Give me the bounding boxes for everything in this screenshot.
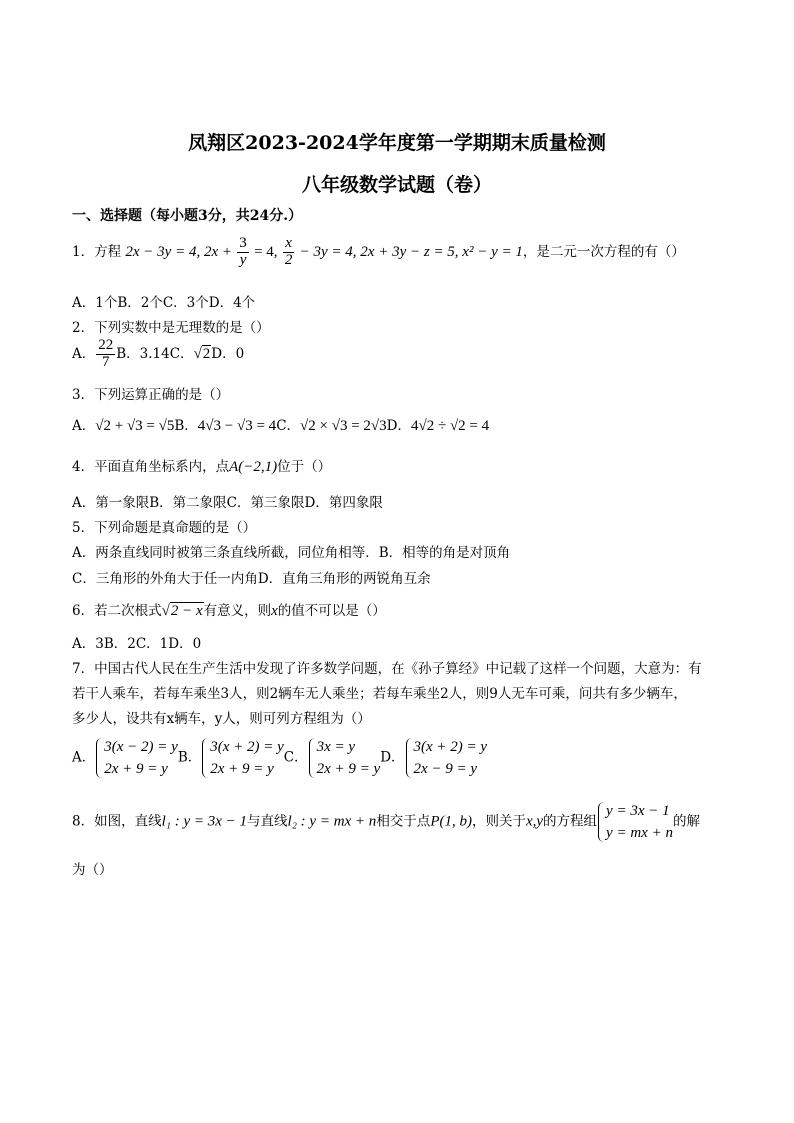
question-1: 1．方程 2x − 3y = 4, 2x + $\frac{3}{y}$ = 4, $\frac{x}{2}$ − 3y = 4, 2x + 3y − z = 5, x² − y = 1，是二元一次方程的有（）	[72, 235, 685, 268]
question-8-line-2: 为（）	[72, 862, 113, 878]
exam-subtitle: 八年级数学试题（卷）	[301, 174, 492, 196]
question-4-options: A．第一象限B．第二象限C．第三象限D．第四象限	[72, 495, 383, 511]
question-7-line-3: 多少人，设共有x辆车，y人，则可列方程组为（）	[72, 711, 371, 727]
equation-system: y = 3x − 1 y = mx + n	[597, 800, 673, 844]
question-6: 6．若二次根式√2 − x有意义，则x的值不可以是（）	[72, 603, 386, 619]
equation-system: 3(x − 2) = y 2x + 9 = y	[95, 736, 178, 780]
sqrt: √2 − x	[161, 603, 203, 619]
section-heading: 一、选择题（每小题3分，共24分.）	[72, 208, 303, 224]
fraction: $\frac{3}{y}$	[239, 235, 247, 268]
question-8: 8．如图，直线l₁ : y = 3x − 1与直线l₂ : y = mx + n相交于点P(1, b)，则关于x,y的方程组 y = 3x − 1 y = mx + n 的解	[72, 800, 700, 844]
equation-system: 3(x + 2) = y 2x + 9 = y	[201, 736, 284, 780]
question-7-line-2: 若干人乘车，若每车乘坐3人，则2辆车无人乘坐；若每车乘坐2人，则9人无车可乘，问共有多少辆车，	[72, 686, 687, 702]
question-3: 3．下列运算正确的是（）	[72, 387, 230, 403]
question-3-options: A．√2 + √3 = √5B．4√3 − √3 = 4C．√2 × √3 = 2√3D．4√2 ÷ √2 = 4	[72, 418, 490, 434]
question-7-line-1: 7．中国古代人民在生产生活中发现了许多数学问题，在《孙子算经》中记载了这样一个问题，大意为：有	[72, 661, 702, 677]
sqrt: √2	[193, 345, 211, 362]
question-5: 5．下列命题是真命题的是（）	[72, 520, 257, 536]
question-2-options: A． $\frac{22}{7}$ B．3.14C．√2D．0	[72, 337, 245, 370]
fraction: $\frac{22}{7}$	[98, 337, 114, 370]
question-5-options-2: C．三角形的外角大于任一内角D．直角三角形的两锐角互余	[72, 571, 431, 587]
exam-title: 凤翔区2023-2024学年度第一学期期末质量检测	[188, 132, 606, 154]
fraction: $\frac{x}{2}$	[284, 235, 293, 268]
question-2: 2．下列实数中是无理数的是（）	[72, 320, 270, 336]
question-1-options: A．1个B．2个C．3个D．4个	[72, 295, 256, 311]
question-7-options: A． 3(x − 2) = y 2x + 9 = y B． 3(x + 2) = y 2x + 9 = y C． 3x = y 2x + 9 = y D． 3(x + 2) = y 2x − 9 = y	[72, 736, 487, 780]
equation-system: 3(x + 2) = y 2x − 9 = y	[405, 736, 488, 780]
equation-system: 3x = y 2x + 9 = y	[308, 736, 381, 780]
question-4: 4．平面直角坐标系内，点A(−2,1)位于（）	[72, 459, 332, 475]
question-5-options-1: A．两条直线同时被第三条直线所截，同位角相等．B．相等的角是对顶角	[72, 545, 511, 561]
question-6-options: A．3B．2C．1D．0	[72, 636, 202, 652]
